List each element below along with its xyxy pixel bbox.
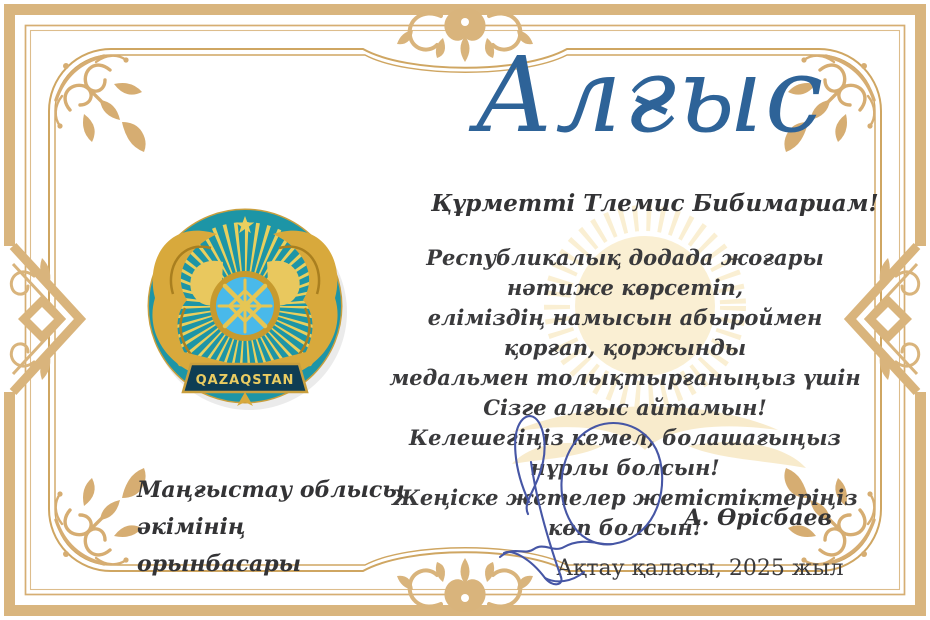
body-line: медальмен толықтырғаныңыз үшін [389, 365, 861, 390]
place-date-line: Ақтау қаласы, 2025 жыл [556, 556, 844, 581]
signer-name: А. Өрісбаев [683, 505, 832, 531]
greeting-line: Құрметті Тлемис Бибимариам! [431, 190, 879, 217]
body-line: Республикалық додада жоғары нәтиже көрсетіп, [426, 245, 824, 300]
certificate-title: Алғыс [474, 34, 826, 156]
signer-position [137, 472, 477, 583]
body-line: еліміздің намысын абыроймен қорғап, қоржынды [427, 305, 823, 360]
signer-position-line: Маңғыстау облысы әкімінің [137, 477, 405, 540]
kazakhstan-emblem-image [142, 203, 348, 415]
body-line: Жеңіске жетелер жетістіктеріңіз көп болсын! [392, 485, 858, 540]
body-line: Сізге алғыс айтамын! [483, 395, 767, 420]
signer-position-line: орынбасары [137, 551, 302, 577]
body-line: Келешегіңіз кемел, болашағыңыз нұрлы болсын! [409, 425, 841, 480]
emblem-label: QAZAQSTAN [195, 373, 295, 388]
